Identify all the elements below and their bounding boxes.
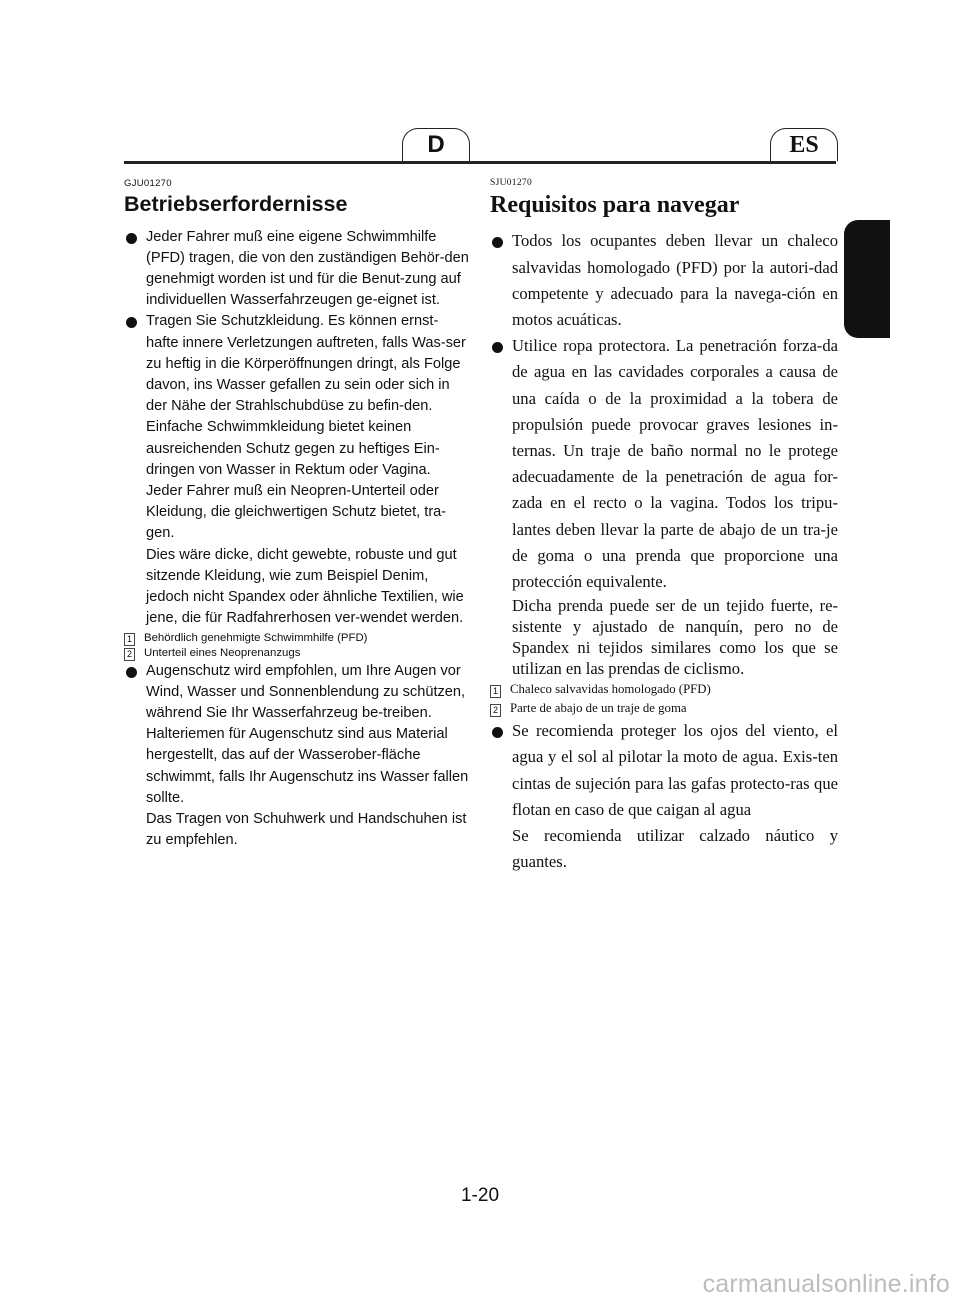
spanish-column <box>490 178 838 875</box>
paragraph: Utilice ropa protectora. La penetración forza-da de agua en las cavidades corporales a causa de una caída o de la proximidad a la tobera de propulsión puede provocar graves lesiones in-ternas. Un traje de baño normal no le protege adecuadamente de la penetración de agua for-zada en el recto o la vagina. Todos los tripu-lantes deben llevar la parte de abajo de un tra-je de goma o una prenda que proporcione una protección equivalente. <box>512 336 838 592</box>
header-rule <box>124 161 836 164</box>
list-item <box>124 661 470 852</box>
list-item <box>124 227 470 312</box>
section-title: Requisitos para navegar <box>490 192 740 218</box>
chapter-thumb-tab <box>844 220 890 338</box>
language-tab-spanish: ES <box>770 128 838 161</box>
callout-number: 1 <box>490 685 501 698</box>
callout-text: Behördlich genehmigte Schwimmhilfe (PFD) <box>144 631 368 644</box>
callout-number: 2 <box>124 648 135 661</box>
paragraph: Se recomienda proteger los ojos del viento, el agua y el sol al pilotar la moto de agua. Exis-ten cintas de sujeción para las gafas protecto-ras que flotan en caso de que caigan al agua <box>512 721 838 819</box>
paragraph: Dies wäre dicke, dicht gewebte, robuste und gut sitzende Kleidung, wie zum Beispiel Denim, jedoch nicht Spandex oder ähnliche Textilien, wie jene, die für Radfahrerhosen ver-wendet werden. <box>146 546 464 627</box>
list-item <box>490 333 838 679</box>
list-item <box>490 228 838 333</box>
paragraph: Dicha prenda puede ser de un tejido fuerte, re-sistente y ajustado de nanquín, pero no de Spandex ni tejidos similares como los que se utilizan en las prendas de ciclismo. <box>512 596 838 679</box>
paragraph: Tragen Sie Schutzkleidung. Es können ernst-hafte innere Verletzungen auftreten, falls Was-ser zu heftig in die Körperöffnungen dringt, als Folge davon, ins Wasser gefallen zu sein oder sich in der Nähe der Strahlschubdüse zu befin-den. Einfache Schwimmkleidung bietet keinen ausreichenden Schutz gegen zu heftiges Ein-dringen von Wasser in Rektum oder Vagina. Jeder Fahrer muß ein Neopren-Unterteil oder Kleidung, die gleichwertigen Schutz bietet, tra-gen. <box>146 313 466 542</box>
language-tab-german: D <box>402 128 470 161</box>
bullet-icon <box>126 233 137 244</box>
section-title: Betriebserfordernisse <box>124 192 348 216</box>
bullet-icon <box>492 237 503 248</box>
callout-number: 1 <box>124 633 135 646</box>
bullet-icon <box>126 317 137 328</box>
paragraph: Jeder Fahrer muß eine eigene Schwimmhilfe (PFD) tragen, die von den zuständigen Behör-den genehmigt worden ist und für die Benut-zung auf individuellen Wasserfahrzeugen ge-eignet ist. <box>146 228 469 309</box>
bullet-icon <box>126 667 137 678</box>
paragraph: Das Tragen von Schuhwerk und Handschuhen ist zu empfehlen. <box>146 810 467 849</box>
german-column <box>124 178 470 851</box>
section-code: SJU01270 <box>490 178 532 188</box>
page-number: 1-20 <box>460 1185 500 1206</box>
bullet-icon <box>492 727 503 738</box>
bullet-icon <box>492 342 503 353</box>
paragraph: Se recomienda utilizar calzado náutico y guantes. <box>512 826 838 872</box>
callout-number: 2 <box>490 704 501 717</box>
section-code: GJU01270 <box>124 178 172 189</box>
paragraph: Todos los ocupantes deben llevar un chaleco salvavidas homologado (PFD) por la autori-dad competente y adecuado para la navega-ción en motos acuáticas. <box>512 231 838 329</box>
callout-2 <box>490 700 838 717</box>
list-item <box>490 718 838 875</box>
watermark: carmanualsonline.info <box>702 1270 950 1298</box>
list-item <box>124 311 470 629</box>
paragraph: Augenschutz wird empfohlen, um Ihre Augen vor Wind, Wasser und Sonnenblendung zu schützen, während Sie Ihr Wasserfahrzeug be-treiben. Halteriemen für Augenschutz sind aus Material hergestellt, das auf der Wasserober-fläche schwimmt, falls Ihr Augenschutz ins Wasser fallen sollte. <box>146 662 469 806</box>
callout-text: Unterteil eines Neoprenanzugs <box>144 646 301 659</box>
callout-1 <box>124 632 470 645</box>
callout-2 <box>124 647 470 660</box>
callout-text: Parte de abajo de un traje de goma <box>510 701 687 716</box>
callout-text: Chaleco salvavidas homologado (PFD) <box>510 682 711 697</box>
callout-1 <box>490 681 838 698</box>
